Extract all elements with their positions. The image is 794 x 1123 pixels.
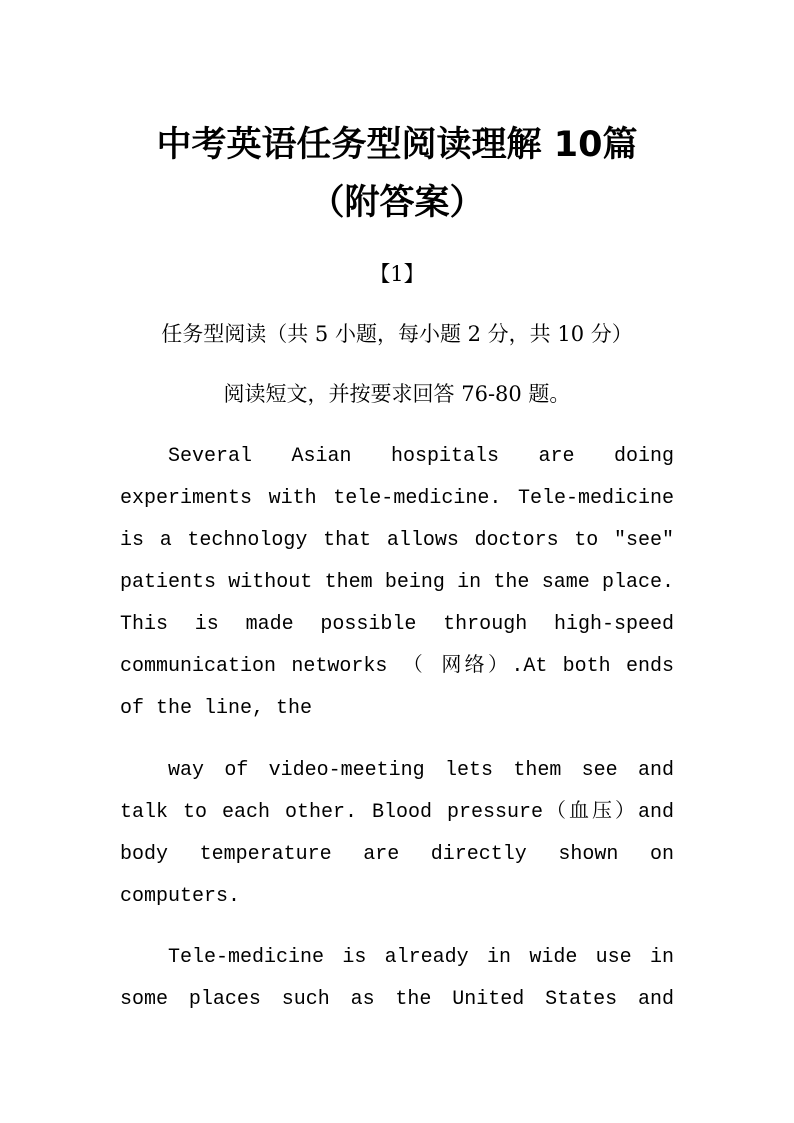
reading-instruction: 阅读短文，并按要求回答 76-80 题。 xyxy=(223,382,571,406)
section-marker: 【1】 xyxy=(369,262,425,286)
paragraph-line: talk to each other. Blood pressure（血压）and xyxy=(120,801,674,824)
paragraph-line: experiments with tele-medicine. Tele-medicine xyxy=(120,487,674,510)
paragraph-line: some places such as the United States and xyxy=(120,988,674,1011)
paragraph-line: This is made possible through high-speed xyxy=(120,613,674,636)
document-title-line1: 中考英语任务型阅读理解 10篇 xyxy=(156,125,638,165)
paragraph-2 xyxy=(120,750,674,918)
paragraph-line: communication networks （ 网络）.At both ends xyxy=(120,655,674,678)
paragraph-3 xyxy=(120,937,674,1021)
paragraph-line: of the line, the xyxy=(120,697,313,720)
paragraph-line: body temperature are directly shown on xyxy=(120,843,674,866)
paragraph-line: patients without them being in the same place. xyxy=(120,571,674,594)
paragraph-line: Several Asian hospitals are doing xyxy=(168,445,674,468)
task-description: 任务型阅读（共 5 小题，每小题 2 分，共 10 分） xyxy=(161,322,633,346)
paragraph-line: is a technology that allows doctors to "see" xyxy=(120,529,674,552)
paragraph-line: computers. xyxy=(120,885,241,908)
paragraph-1 xyxy=(120,436,674,730)
paragraph-line: Tele-medicine is already in wide use in xyxy=(168,946,674,969)
document-title-line2: （附答案） xyxy=(309,183,485,223)
paragraph-line: way of video-meeting lets them see and xyxy=(168,759,674,782)
